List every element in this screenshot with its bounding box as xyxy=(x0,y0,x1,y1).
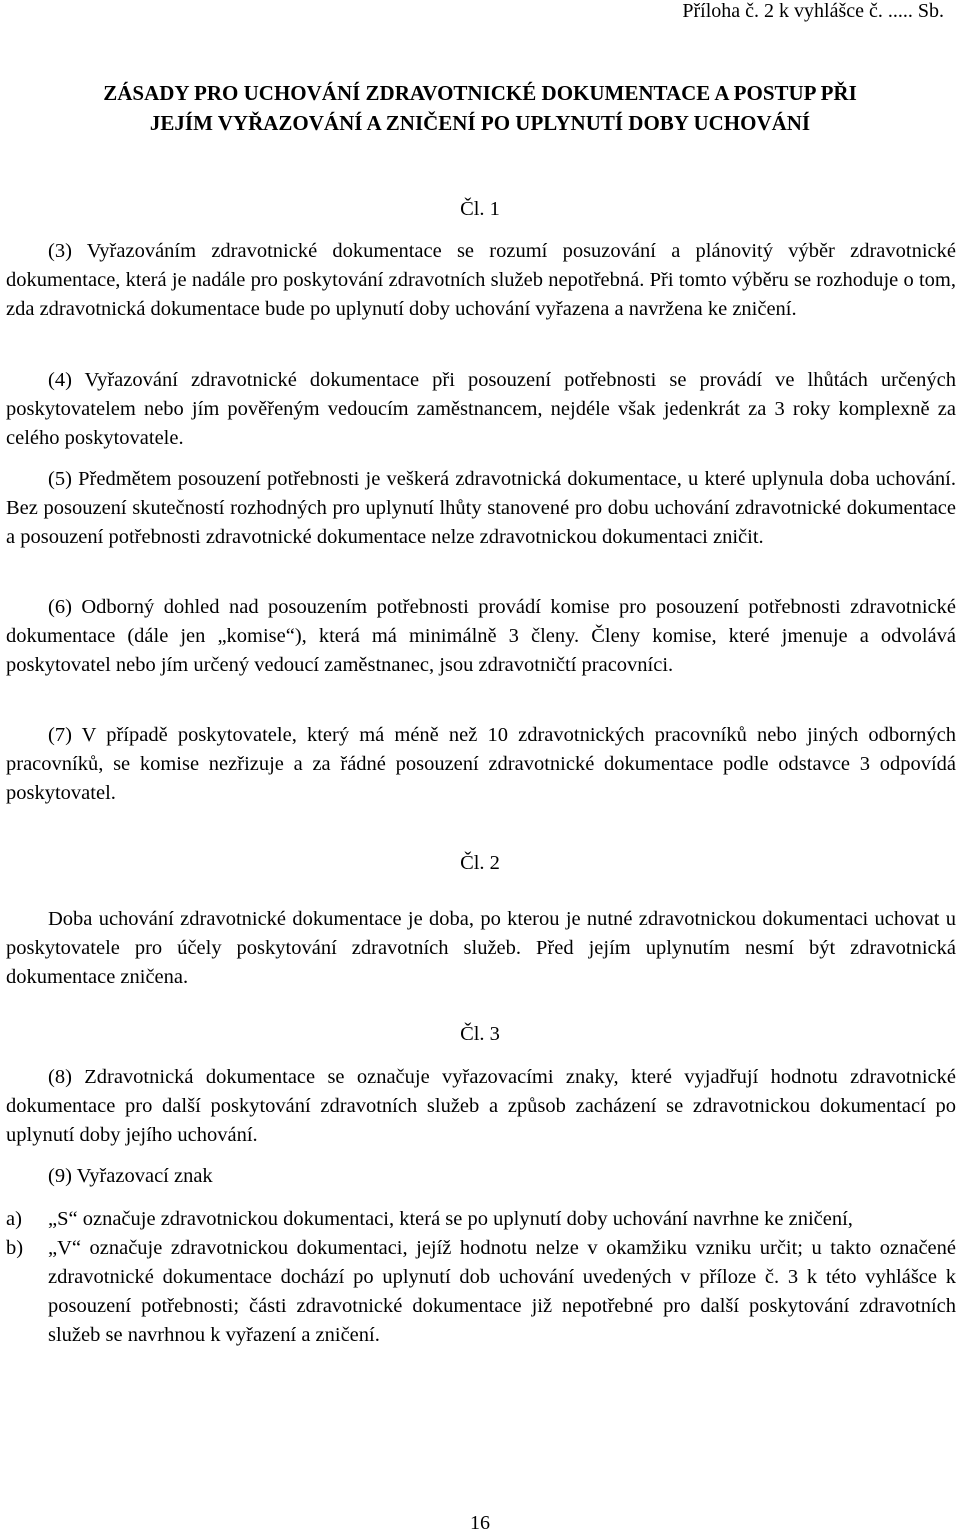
page-number: 16 xyxy=(470,1512,490,1534)
paragraph-8: (8) Zdravotnická dokumentace se označuje vyřazovacími znaky, které vyjadřují hodnotu zdravotnické dokumentace pro další poskytování zdravotních služeb a způsob zacházení se zdravotnickou dokumentací po uplynutí doby jejího uchování. xyxy=(6,1066,956,1146)
marking-list xyxy=(6,1205,956,1350)
paragraph-5: (5) Předmětem posouzení potřebnosti je veškerá zdravotnická dokumentace, u které uplynula doba uchování. Bez posouzení skutečností rozhodných pro uplynutí lhůty stanovené pro dobu uchování zdravotnické dokumentace a posouzení potřebnosti zdravotnické dokumentace nelze zdravotnickou dokumentaci zničit. xyxy=(6,468,956,548)
list-item xyxy=(6,1234,956,1350)
paragraph-4: (4) Vyřazování zdravotnické dokumentace při posouzení potřebnosti se provádí ve lhůtách určených poskytovatelem nebo jím pověřeným vedoucím zaměstnancem, nejdéle však jedenkrát za 3 roky komplexně za celého poskytovatele. xyxy=(6,369,956,449)
list-item-marker: a) xyxy=(6,1208,22,1230)
article-2-heading: Čl. 2 xyxy=(460,852,500,874)
attachment-label: Příloha č. 2 k vyhlášce č. ..... Sb. xyxy=(682,0,944,22)
list-item-marker: b) xyxy=(6,1237,24,1259)
article-1-heading: Čl. 1 xyxy=(460,198,500,220)
article-3-heading: Čl. 3 xyxy=(460,1023,500,1045)
paragraph-7: (7) V případě poskytovatele, který má méně než 10 zdravotnických pracovníků nebo jiných odborných pracovníků, se komise nezřizuje a za řádné posouzení zdravotnické dokumentace podle odstavce 3 odpovídá poskytovatel. xyxy=(6,724,956,804)
list-item-text: „S“ označuje zdravotnickou dokumentaci, která se po uplynutí doby uchování navrhne ke zničení, xyxy=(48,1208,853,1230)
document-title xyxy=(0,78,960,138)
article-2-paragraph: Doba uchování zdravotnické dokumentace je doba, po kterou je nutné zdravotnickou dokumentaci uchovat u poskytovatele pro účely poskytování zdravotních služeb. Před jejím uplynutím nesmí být zdravotnická dokumentace zničena. xyxy=(6,908,956,988)
document-title-line-2: JEJÍM VYŘAZOVÁNÍ A ZNIČENÍ PO UPLYNUTÍ DOBY UCHOVÁNÍ xyxy=(149,111,811,135)
document-title-line-1: ZÁSADY PRO UCHOVÁNÍ ZDRAVOTNICKÉ DOKUMENTACE A POSTUP PŘI xyxy=(103,81,857,105)
list-item-text: „V“ označuje zdravotnickou dokumentaci, jejíž hodnotu nelze v okamžiku vzniku určit; u takto označené zdravotnické dokumentace dochází po uplynutí dob uchování uvedených v příloze č. 3 k této vyhlášce k posouzení potřebnosti; části zdravotnické dokumentace již nepotřebné pro další poskytování zdravotních služeb se navrhnou k vyřazení a zničení. xyxy=(48,1237,956,1346)
paragraph-9-intro: (9) Vyřazovací znak xyxy=(48,1165,213,1187)
paragraph-6: (6) Odborný dohled nad posouzením potřebnosti provádí komise pro posouzení potřebnosti zdravotnické dokumentace (dále jen „komise“), která má minimálně 3 členy. Členy komise, které jmenuje a odvolává poskytovatel nebo jím určený vedoucí zaměstnanec, jsou zdravotničtí pracovníci. xyxy=(6,596,956,676)
list-item xyxy=(6,1205,956,1234)
paragraph-3: (3) Vyřazováním zdravotnické dokumentace se rozumí posuzování a plánovitý výběr zdravotnické dokumentace, která je nadále pro poskytování zdravotních služeb nepotřebná. Při tomto výběru se rozhoduje o tom, zda zdravotnická dokumentace bude po uplynutí doby uchování vyřazena a navržena ke zničení. xyxy=(6,240,956,320)
